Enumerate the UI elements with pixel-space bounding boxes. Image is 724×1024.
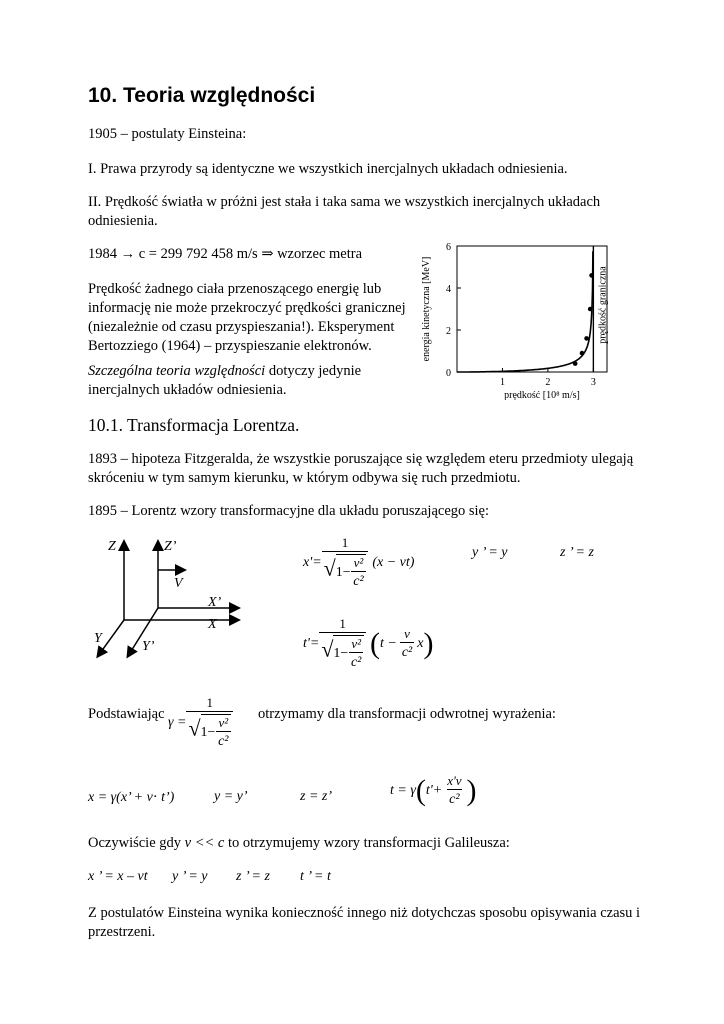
- v-over-c2: [400, 626, 414, 661]
- x-tick-label-2: 2: [545, 377, 551, 388]
- sqrt-one-minus-g: 1−: [200, 724, 216, 740]
- numerator-one-t: 1: [339, 616, 346, 631]
- gamma-fraction: [186, 695, 233, 750]
- galileo-post: to otrzymujemy wzory transformacji Galileusza:: [224, 835, 510, 851]
- inverse-y: y = y’: [214, 789, 248, 804]
- label-x-prime: X’: [208, 595, 222, 610]
- postulate-two: II. Prędkość światła w próżni jest stała i taka sama we wszystkich inercjalnych układach odniesienia.: [88, 194, 601, 229]
- x-prime-lhs: x'=: [303, 554, 322, 570]
- label-y-prime: Y’: [142, 639, 155, 654]
- kinetic-energy-chart: [415, 238, 630, 400]
- label-x: X: [208, 617, 217, 632]
- speed-limit-annotation: prędkość graniczna: [597, 266, 609, 344]
- t-minus: t −: [380, 635, 397, 651]
- special-relativity-term: Szczególna teoria względności: [88, 363, 266, 379]
- speed-of-light-value: 1984 → c = 299 792 458 m/s ⇒ wzorzec metra: [88, 246, 363, 262]
- c-squared: c²: [351, 571, 365, 590]
- paragraph-special-relativity: [88, 362, 388, 400]
- paren-open-inv: (: [415, 773, 426, 807]
- sqrt-one-minus: 1−: [335, 564, 351, 580]
- substitution-label: Podstawiając: [88, 706, 165, 722]
- sqrt-denominator-t: [319, 632, 366, 671]
- equation-t-prime: [303, 616, 433, 671]
- section-title: 10.1. Transformacja Lorentza.: [88, 415, 300, 435]
- paragraph-galileo: [88, 834, 648, 853]
- gamma-denominator: [186, 711, 233, 750]
- postulate-one: I. Prawa przyrody są identyczne we wszystkich inercjalnych układach odniesienia.: [88, 161, 568, 177]
- data-point-2: [584, 336, 589, 341]
- y-axis: [98, 620, 124, 656]
- inverse-t-lhs: t = γ: [390, 782, 416, 798]
- label-v: V: [174, 576, 183, 591]
- v-squared: v²: [353, 555, 364, 570]
- data-point-0: [573, 361, 578, 366]
- paragraph-lorentz: 1895 – Lorentz wzory transformacyjne dla układu poruszającego się:: [88, 503, 490, 519]
- x-axis-label: prędkość [10⁸ m/s]: [504, 390, 580, 400]
- sqrt-one-minus-t: 1−: [333, 645, 349, 661]
- c-squared-t: c²: [349, 652, 363, 671]
- c2-denominator-inv: c²: [447, 789, 461, 808]
- paragraph-conclusion: Z postulatów Einsteina wynika konieczność innego niż dotychczas sposobu opisywania czasu i przestrzeni.: [88, 905, 641, 940]
- galileo-z: z ’ = z: [236, 869, 270, 884]
- data-point-4: [589, 273, 594, 278]
- label-z-prime: Z’: [164, 539, 177, 554]
- sqrt-sign-g: √: [188, 715, 201, 741]
- y-tick-label-6: 6: [446, 242, 451, 253]
- sqrt-denominator: [322, 551, 369, 590]
- galileo-x: x ’ = x – vt: [88, 869, 148, 884]
- c-squared-g: c²: [216, 731, 230, 750]
- lorentz-factor-fraction-t: [319, 616, 366, 671]
- data-point-1: [580, 351, 585, 356]
- v-squared-g: v²: [218, 715, 229, 730]
- xv-numerator: x'v: [447, 773, 462, 788]
- gamma-lhs: γ =: [168, 714, 187, 730]
- y-tick-label-2: 2: [446, 326, 451, 337]
- data-point-3: [588, 307, 593, 312]
- xv-over-c2: [444, 773, 464, 808]
- reference-frames-diagram: [88, 530, 248, 665]
- inverse-z: z = z’: [300, 789, 333, 804]
- galileo-y: y ’ = y: [172, 869, 208, 884]
- v-squared-t: v²: [351, 636, 361, 651]
- inverse-transformation-label: otrzymamy dla transformacji odwrotnej wyrażenia:: [258, 706, 556, 722]
- inverse-x: x = γ(x’ + v⋅ t’): [88, 790, 175, 805]
- sqrt-sign: √: [323, 555, 336, 581]
- paren-close: ): [423, 626, 434, 660]
- v-numerator: v: [404, 626, 410, 641]
- galileo-t: t ’ = t: [300, 869, 331, 884]
- t-prime-lhs: t'=: [303, 635, 320, 651]
- kinetic-energy-curve: [457, 251, 593, 372]
- gamma-numerator: 1: [206, 695, 214, 710]
- label-y: Y: [94, 631, 102, 646]
- equation-y-prime: y ’ = y: [472, 545, 508, 560]
- y-axis-label: energia kinetyczna [MeV]: [421, 256, 432, 362]
- page-title: 10. Teoria względności: [88, 84, 316, 107]
- galileo-condition: v << c: [184, 835, 225, 851]
- label-z: Z: [108, 539, 116, 554]
- paragraph-fitzgerald: 1893 – hipoteza Fitzgeralda, że wszystkie poruszające się względem eteru przedmioty ulegają skróceniu w tym samym kierunku, w którym odbywa się ruch przedmiotu.: [88, 451, 634, 486]
- paren-close-inv: ): [466, 773, 477, 807]
- gamma-definition: [168, 695, 233, 750]
- inverse-t-inner: t'+: [425, 782, 443, 798]
- paren-open: (: [370, 626, 380, 660]
- numerator-one: 1: [341, 535, 349, 550]
- paragraph-speed-limit: Prędkość żadnego ciała przenoszącego energię lub informację nie może przekroczyć prędkości granicznej (niezależnie od czasu przyspieszania!). Eksperyment Bertozziego (1964) – przyspieszanie elektronów.: [88, 281, 406, 354]
- special-relativity-rest: dotyczy jedynie inercjalnych układów odniesienia.: [88, 363, 362, 398]
- y-tick-label-0: 0: [446, 368, 451, 379]
- paragraph-einstein-postulates: 1905 – postulaty Einsteina:: [88, 126, 247, 142]
- equation-z-prime: z ’ = z: [560, 545, 594, 560]
- inverse-t: [390, 773, 477, 808]
- x-factor: x: [417, 635, 424, 651]
- equation-x-prime: [303, 535, 414, 590]
- y-tick-label-4: 4: [446, 284, 451, 295]
- x-prime-rhs: (x − vt): [372, 554, 415, 570]
- x-tick-label-1: 1: [499, 377, 505, 388]
- sqrt-sign-t: √: [321, 636, 334, 662]
- galileo-pre: Oczywiście gdy: [88, 835, 185, 851]
- lorentz-factor-fraction: [322, 535, 369, 590]
- c2-denominator: c²: [400, 642, 414, 661]
- x-tick-label-3: 3: [590, 377, 596, 388]
